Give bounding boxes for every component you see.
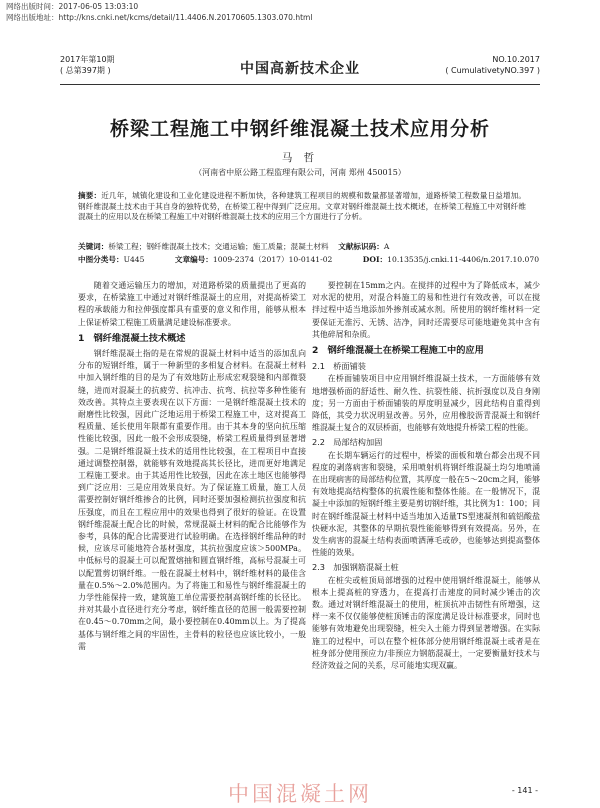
intro-paragraph: 随着交通运输压力的增加，对道路桥梁的质量提出了更高的要求，在桥梁施工中通过对钢纤维混凝土的应用，对提高桥梁工程的承载能力和拉伸强度都具有重要的意义和作用，能够从根本上保证桥梁工程施工质量满足建设标准要求。 — [78, 281, 306, 327]
keywords-text: 桥梁工程；钢纤维混凝土技术；交通运输；施工质量；混凝土材料 — [108, 242, 329, 251]
continued-paragraph: 要控制在15mm之内。在搅拌的过程中为了降低成本，减少对水泥的使用，对混合料施工的易和性进行有效改善，可以在搅拌过程中适当地添加外掺剂或减水剂。所使用的钢纤维材料一定要保证无淮污、无锈、洁净，同时还需要尽可能地避免其中含有其他碎屑和杂质。 — [312, 281, 540, 339]
issue-year: 2017年第10期 — [60, 55, 115, 64]
journal-header — [60, 54, 540, 84]
article-no: 1009-2374（2017）10-0141-02 — [212, 255, 333, 264]
header-divider — [60, 84, 540, 85]
subsection-2-1-heading: 2.1 桥面铺装 — [312, 361, 366, 372]
clc-label: 中图分类号： — [78, 255, 124, 264]
online-publication-info — [6, 2, 312, 23]
abstract-text: 近几年，城镇化建设和工业化建设进程不断加快，各种建筑工程项目的规模和数量都显著增加，道路桥梁工程数量日益增加。钢纤维混凝土技术由于其自身的独特优势，在桥梁工程中得到广泛应用。文章对钢纤维混凝土技术概述，在桥梁工程施工中对钢纤维混凝土的应用以及在桥梁工程施工中对钢纤维混凝土技术的应用三个方面进行了分析。 — [78, 191, 527, 222]
subsection-2-2-paragraph: 在长期车辆运行的过程中，桥梁的面板和墩台都会出现不同程度的剥落病害和裂缝，采用喷射机将钢纤维混凝土均匀地喷涌在出现病害的局部结构位置，其厚度一般在5～20cm之间，能够有效地提高结构整体的抗震性能和整体性能。在一般情况下，混凝土中添加的短钢纤维主要是剪切钢纤维，其比例为1：100；同时在钢纤维混凝土材料中适当地加入适量TS型速凝剂和硫铝酸盐快硬水泥，其整体的早期抗裂性能能够得到有效提高。另外，在发生病害的混凝土结构表面喷洒薄毛或砂，也能够达到提高整体性能的效果。 — [312, 450, 540, 558]
article-no-label: 文章编号： — [174, 255, 213, 264]
watermark-brand: 中国混凝土网 — [228, 782, 372, 806]
author: 马 哲 — [281, 152, 319, 164]
doc-code: A — [383, 242, 390, 251]
issue-info-right — [445, 54, 540, 76]
doi-label: DOI： — [362, 255, 388, 264]
issue-info-left — [60, 54, 115, 76]
subsection-2-2-heading: 2.2 局部结构加固 — [312, 437, 383, 448]
subsection-2-1-paragraph: 在桥面铺装项目中应用钢纤维混凝土技术，一方面能够有效地增强桥面的舒适性、耐久性、抗裂性能、抗折强度以及自身刚度；另一方面由于桥面铺装的厚度明显减少，因此结构自重得到降低，其受力状况明显改善。另外，应用橡胶沥青混凝土和钢纤维混凝土复合的双层桥面，也能够有效地提升桥梁工程的性能。 — [312, 374, 540, 433]
paper-title: 桥梁工程施工中钢纤维混凝土技术应用分析 — [109, 118, 490, 140]
subsection-2-3-paragraph: 在桩尖或桩顶局部增强的过程中使用钢纤维混凝土，能够从根本上提高桩的穿透力，在提高打击速度的同时减少锤击的次数。通过对钢纤维混凝土的使用，桩顶抗冲击韧性有所增强，这样一来不仅仅能够使桩顶锤击的深度满足设计标准要求，同时也能够有效地避免出现裂缝，桩尖入土能力得到显著增强。在实际施工的过程中，可以在整个桩体部分使用钢纤维混凝土或者是在桩身部分使用预应力/非预应力钢筋混凝土，一定要衡量好技术与经济效益之间的关系，尽可能地实现双赢。 — [312, 575, 540, 671]
issue-cumulative: ( CumulativetyNO.397 ) — [445, 66, 540, 75]
doi: 10.13535/j.cnki.11-4406/n.2017.10.070 — [387, 255, 540, 264]
publication-time: 网络出版时间：2017-06-05 13:03:10 — [6, 2, 139, 11]
publication-url[interactable]: 网络出版地址：http://kns.cnki.net/kcms/detail/11.4406.N.20170605.1303.070.html — [6, 12, 313, 22]
affiliation: （河南省中原公路工程监理有限公司，河南 郑州 450015） — [194, 168, 406, 177]
issue-no: NO.10.2017 — [492, 55, 540, 64]
classification-line — [78, 255, 540, 266]
issue-total: ( 总第397期 ) — [60, 66, 111, 75]
abstract-label: 摘要： — [78, 191, 102, 200]
body-column-right — [312, 280, 540, 672]
keywords — [78, 242, 526, 253]
keywords-label: 关键词： — [78, 242, 109, 251]
abstract — [78, 191, 526, 223]
subsection-2-3-heading: 2.3 加强钢筋混凝土桩 — [312, 562, 399, 573]
section-2-heading: 2 钢纤维混凝土在桥梁工程施工中的应用 — [312, 345, 484, 357]
page-number: - 141 - — [511, 786, 538, 795]
clc-code: U445 — [123, 255, 145, 264]
section-1-heading: 1 钢纤维混凝土技术概述 — [78, 332, 186, 344]
body-column-left — [78, 280, 306, 653]
section-1-paragraph: 钢纤维混凝土指的是在常规的混凝土材料中适当的添加乱向分布的短钢纤维，属于一种新型的多相复合材料。在混凝土材料中加入钢纤维的目的是为了有效地防止形成宏观裂缝和内部微裂缝，进而对混凝土的抗疲劳、抗冲击、抗弯、抗拉等多种性能有效改善。其特点主要表现在以下方面：一是钢纤维混凝土技术的耐磨性比较强，因此广泛地运用于桥梁工程施工中，这对提高工程质量、延长使用年限都有重要作用。由于其本身的坚向抗压缩性能比较强，因此一般不会形成裂缝，桥梁工程质量得到显著增强。二是钢纤维混凝土技术的适用性比较强，在工程项目中直接通过调整控制器，就能够有效地提高其长径比，进而更好地满足工程施工要求。由于其适用性比较强，因此在冻土地区也能够得到广泛应用：三是应用效果良好。为了保证施工质量，施工人员需要控制好钢纤维掺合的比例，同时还要加强检测抗拉强度和抗压强度，而且在工程应用中的效果也得到了很好的验证。在设置钢纤维混凝土配合比的时候，常规混凝土材料的配合比能够作为参考，具体的配合比需要进行试验明确。在选择钢纤维品种的时候，应该尽可能地符合基材强度，其抗拉强度应该＞500MPa。中低标号的混凝土可以配置熔抽和圆直钢纤维，高标号混凝土可以配置剪切钢纤维。一般在混凝土材料中，钢纤维材料的最佳含量在0.5%～2.0%范围内。为了将施工和易性与钢纤维混凝土的力学性能保持一致，建筑施工单位需要控制高钢纤维的长径比。并对其最小直径进行充分考虑，钢纤维直径的范围一般需要控制在0.45～0.70mm之间，最小要控制在0.40mm以上。为了提高基体与钢纤维之间的牢固性，主骨料的粒径也应该比较小，一般需 — [78, 349, 306, 651]
doc-code-label: 文献标识码： — [338, 242, 384, 251]
journal-logo: 中国高新技术企业 — [240, 61, 360, 77]
